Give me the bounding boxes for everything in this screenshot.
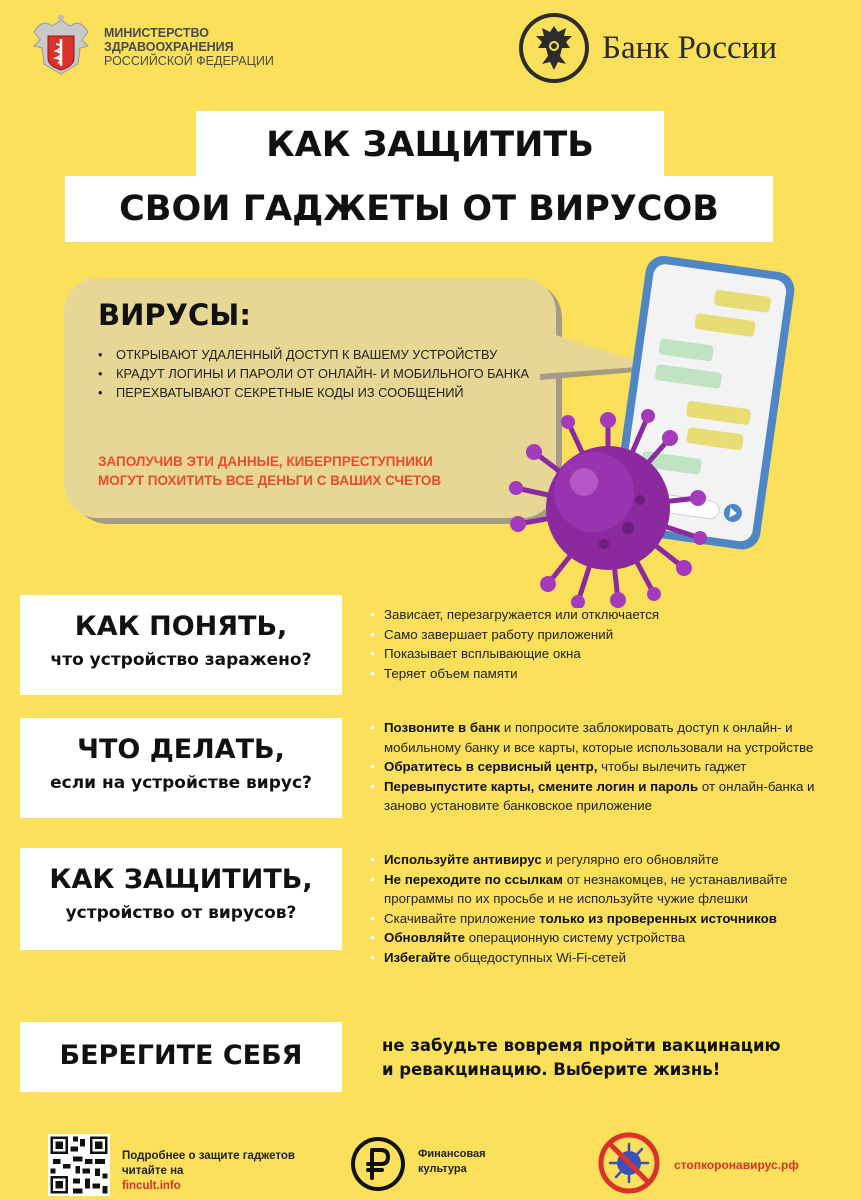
what-to-do-list [370, 718, 830, 816]
warning-line1: ЗАПОЛУЧИВ ЭТИ ДАННЫЕ, КИБЕРПРЕСТУПНИКИ [98, 454, 433, 469]
item-text: от онлайн-банка и заново установите банковское приложение [384, 778, 815, 813]
protect-heading: КАК ЗАЩИТИТЬ, [49, 864, 313, 895]
protect-box [20, 848, 342, 950]
ministry-title-line1: МИНИСТЕРСТВО [104, 26, 209, 40]
item-text: и регулярно его обновляйте [541, 852, 719, 867]
item-text: Скачивайте приложение [384, 910, 540, 926]
list-item: • Зависает, перезагружается или отключается [370, 605, 830, 625]
item-text: чтобы вылечить гаджет [597, 759, 747, 774]
list-item: • Показывает всплывающие окна [370, 644, 830, 664]
item-bold: Не переходите по ссылкам [384, 871, 564, 887]
what-to-do-heading: ЧТО ДЕЛАТЬ, [77, 734, 285, 765]
fin-culture-label [418, 1147, 486, 1177]
warning-line2: МОГУТ ПОХИТИТЬ ВСЕ ДЕНЬГИ С ВАШИХ СЧЕТОВ [98, 473, 442, 488]
item-bold: Обратитесь в сервисный центр, [384, 759, 598, 774]
list-item: • КРАДУТ ЛОГИНЫ И ПАРОЛИ ОТ ОНЛАЙН- И МОБИЛЬНОГО БАНКА [94, 364, 544, 383]
list-item: • Само завершает работу приложений [370, 625, 830, 645]
viruses-heading: ВИРУСЫ: [98, 298, 251, 332]
list-item [370, 850, 830, 870]
fin-culture-line1: Финансовая [418, 1148, 486, 1160]
item-bold: Используйте антивирус [384, 852, 542, 867]
item-text: операционную систему устройства [465, 930, 686, 945]
item-bold: Позвоните в банк [384, 720, 501, 735]
more-info-line2 [122, 1164, 295, 1194]
list-item [370, 777, 830, 816]
ministry-title-line3: РОССИЙСКОЙ ФЕДЕРАЦИИ [104, 54, 274, 68]
qr-code-icon[interactable] [48, 1134, 110, 1196]
protect-subheading: устройство от вирусов? [65, 903, 297, 923]
ministry-title-line2: ЗДРАВООХРАНЕНИЯ [104, 40, 234, 54]
list-item [370, 909, 830, 929]
ministry-logo [28, 14, 274, 80]
item-bold: Перевыпустите карты, смените логин и пароль [384, 778, 699, 794]
more-info-prefix: читайте на [122, 1165, 184, 1177]
item-bold: только из проверенных источников [539, 910, 777, 926]
care-heading: БЕРЕГИТЕ СЕБЯ [59, 1040, 303, 1071]
list-item: • ПЕРЕХВАТЫВАЮТ СЕКРЕТНЫЕ КОДЫ ИЗ СООБЩЕНИЙ [94, 383, 544, 402]
care-box [20, 1022, 342, 1092]
list-item: • Теряет объем памяти [370, 664, 830, 684]
list-item [370, 928, 830, 948]
item-text: общедоступных Wi-Fi-сетей [450, 949, 627, 965]
more-info-text [122, 1149, 295, 1194]
ruble-icon [350, 1136, 406, 1192]
fin-culture-line2: культура [418, 1163, 467, 1175]
warning-text [98, 452, 441, 490]
care-text [382, 1034, 781, 1082]
infected-heading: КАК ПОНЯТЬ, [74, 611, 288, 642]
fincult-link[interactable]: fincult.info [122, 1180, 181, 1192]
list-item: • ОТКРЫВАЮТ УДАЛЕННЫЙ ДОСТУП К ВАШЕМУ УСТРОЙСТВУ [94, 345, 544, 364]
list-item [370, 718, 830, 757]
item-bold: Избегайте [384, 949, 451, 965]
list-item [370, 948, 830, 968]
what-to-do-subheading: если на устройстве вирус? [50, 773, 312, 793]
item-text: и попросите заблокировать доступ к онлайн- и мобильному банку и все карты, которые использовали на устройстве [384, 720, 814, 755]
bank-eagle-icon [518, 12, 590, 84]
care-line2: и ревакцинацию. Выберите жизнь! [382, 1060, 721, 1079]
list-item [370, 870, 830, 909]
item-bold: Обновляйте [384, 930, 465, 945]
ministry-emblem-icon [28, 14, 94, 80]
item-text: от незнакомцев, не устанавливайте программы по их просьбе и не используйте чужие флешки [384, 871, 788, 906]
infected-subheading: что устройство заражено? [50, 650, 312, 670]
title-line2: СВОИ ГАДЖЕТЫ ОТ ВИРУСОВ [65, 176, 773, 242]
infected-list [370, 605, 830, 683]
care-line1: не забудьте вовремя пройти вакцинацию [382, 1036, 781, 1055]
bank-of-russia-logo [518, 12, 777, 84]
infected-box [20, 595, 342, 695]
stop-coronavirus-icon [598, 1132, 660, 1194]
list-item [370, 757, 830, 777]
protect-list [370, 850, 830, 967]
virus-icon [508, 408, 708, 608]
title-line1: КАК ЗАЩИТИТЬ [196, 111, 664, 176]
what-to-do-box [20, 718, 342, 818]
stop-coronavirus-link[interactable]: стопкоронавирус.рф [674, 1158, 799, 1172]
bank-name: Банк России [602, 29, 778, 66]
more-info-line1: Подробнее о защите гаджетов [122, 1150, 296, 1162]
viruses-list [94, 345, 544, 402]
